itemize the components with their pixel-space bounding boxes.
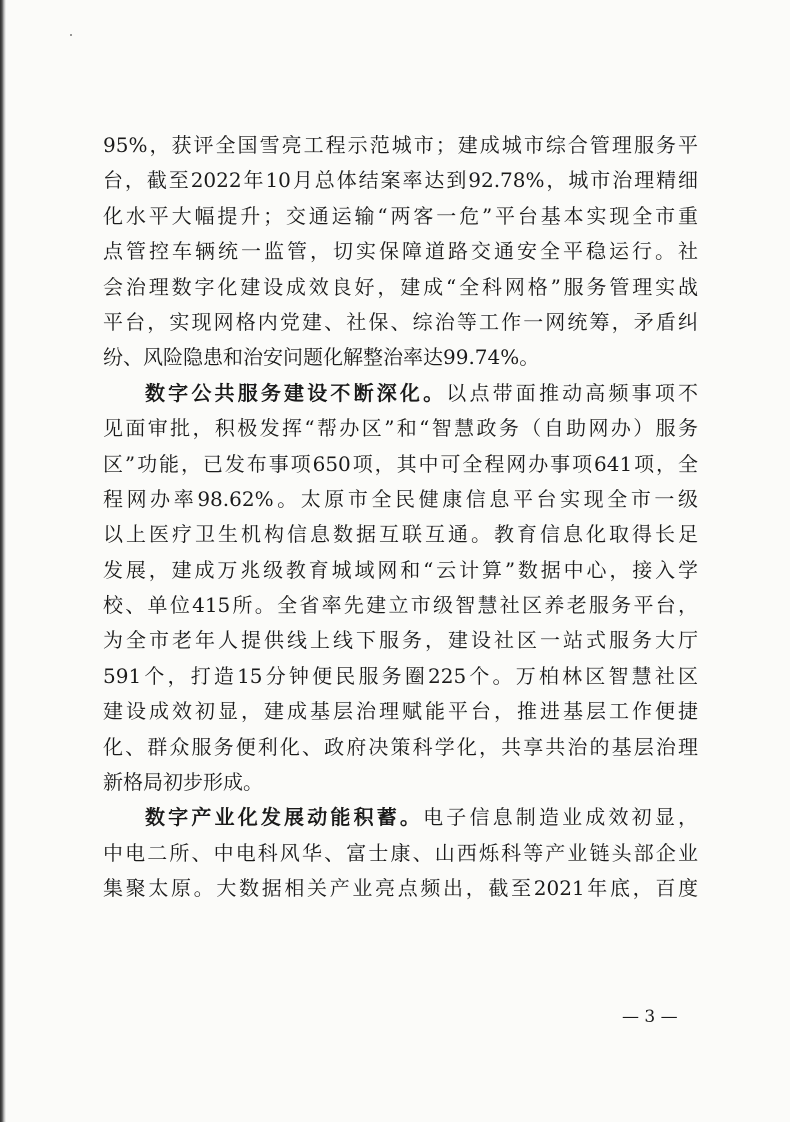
page-number: — 3 — xyxy=(622,1007,678,1027)
text-line xyxy=(103,199,698,234)
line-text: 纷、风险隐患和治安问题化解整治率达99.74%。 xyxy=(103,345,540,370)
text-line xyxy=(103,482,698,517)
text-line xyxy=(103,305,698,340)
line-text: 发展，建成万兆级教育城域网和“云计算”数据中心，接入学 xyxy=(103,557,698,582)
line-text: 化水平大幅提升；交通运输“两客一危”平台基本实现全市重 xyxy=(103,203,698,228)
line-text: 平台，实现网格内党建、社保、综治等工作一网统筹，矛盾纠 xyxy=(103,309,698,334)
text-line xyxy=(103,588,698,623)
text-line xyxy=(103,234,698,269)
line-text: 为全市老年人提供线上线下服务，建设社区一站式服务大厅 xyxy=(103,628,698,653)
scan-speck xyxy=(70,34,72,36)
line-text: 建设成效初显，建成基层治理赋能平台，推进基层工作便捷 xyxy=(103,699,698,724)
text-line xyxy=(103,694,698,729)
paragraph-heading: 数字公共服务建设不断深化。 xyxy=(145,380,447,405)
line-text: 95%，获评全国雪亮工程示范城市；建成城市综合管理服务平 xyxy=(103,133,698,157)
text-line xyxy=(103,163,698,198)
text-line xyxy=(103,659,698,694)
text-line xyxy=(103,836,698,871)
line-text: 以上医疗卫生机构信息数据互联互通。教育信息化取得长足 xyxy=(103,522,698,547)
text-line xyxy=(103,871,698,906)
text-line xyxy=(103,623,698,658)
text-line xyxy=(103,270,698,305)
text-line xyxy=(103,765,698,800)
text-line xyxy=(103,340,698,375)
line-text: 区”功能，已发布事项650项，其中可全程网办事项641项，全 xyxy=(103,451,698,476)
text-line xyxy=(103,128,698,163)
line-text: 591个，打造15分钟便民服务圈225个。万柏林区智慧社区 xyxy=(103,663,698,688)
paragraph-heading: 数字产业化发展动能积蓄。 xyxy=(145,805,424,830)
document-body xyxy=(103,128,698,907)
line-text: 新格局初步形成。 xyxy=(103,770,263,795)
text-line xyxy=(103,730,698,765)
line-text: 电子信息制造业成效初显， xyxy=(423,805,698,830)
line-text: 以点带面推动高频事项不 xyxy=(446,380,698,405)
text-line xyxy=(103,517,698,552)
line-text: 集聚太原。大数据相关产业亮点频出，截至2021年底，百度 xyxy=(103,876,698,901)
line-text: 化、群众服务便利化、政府决策科学化，共享共治的基层治理 xyxy=(103,734,698,759)
line-text: 台，截至2022年10月总体结案率达到92.78%，城市治理精细 xyxy=(103,168,698,193)
text-line xyxy=(103,800,698,835)
text-line xyxy=(103,411,698,446)
scan-edge-shadow xyxy=(0,0,6,1122)
line-text: 程网办率98.62%。太原市全民健康信息平台实现全市一级 xyxy=(103,486,698,511)
line-text: 点管控车辆统一监管，切实保障道路交通安全平稳运行。社 xyxy=(103,239,698,264)
line-text: 会治理数字化建设成效良好，建成“全科网格”服务管理实战 xyxy=(103,274,698,299)
text-line xyxy=(103,447,698,482)
text-line xyxy=(103,376,698,411)
line-text: 校、单位415所。全省率先建立市级智慧社区养老服务平台， xyxy=(103,593,698,618)
line-text: 见面审批，积极发挥“帮办区”和“智慧政务（自助网办）服务 xyxy=(103,416,698,441)
line-text: 中电二所、中电科风华、富士康、山西烁科等产业链头部企业 xyxy=(103,840,698,865)
text-line xyxy=(103,553,698,588)
